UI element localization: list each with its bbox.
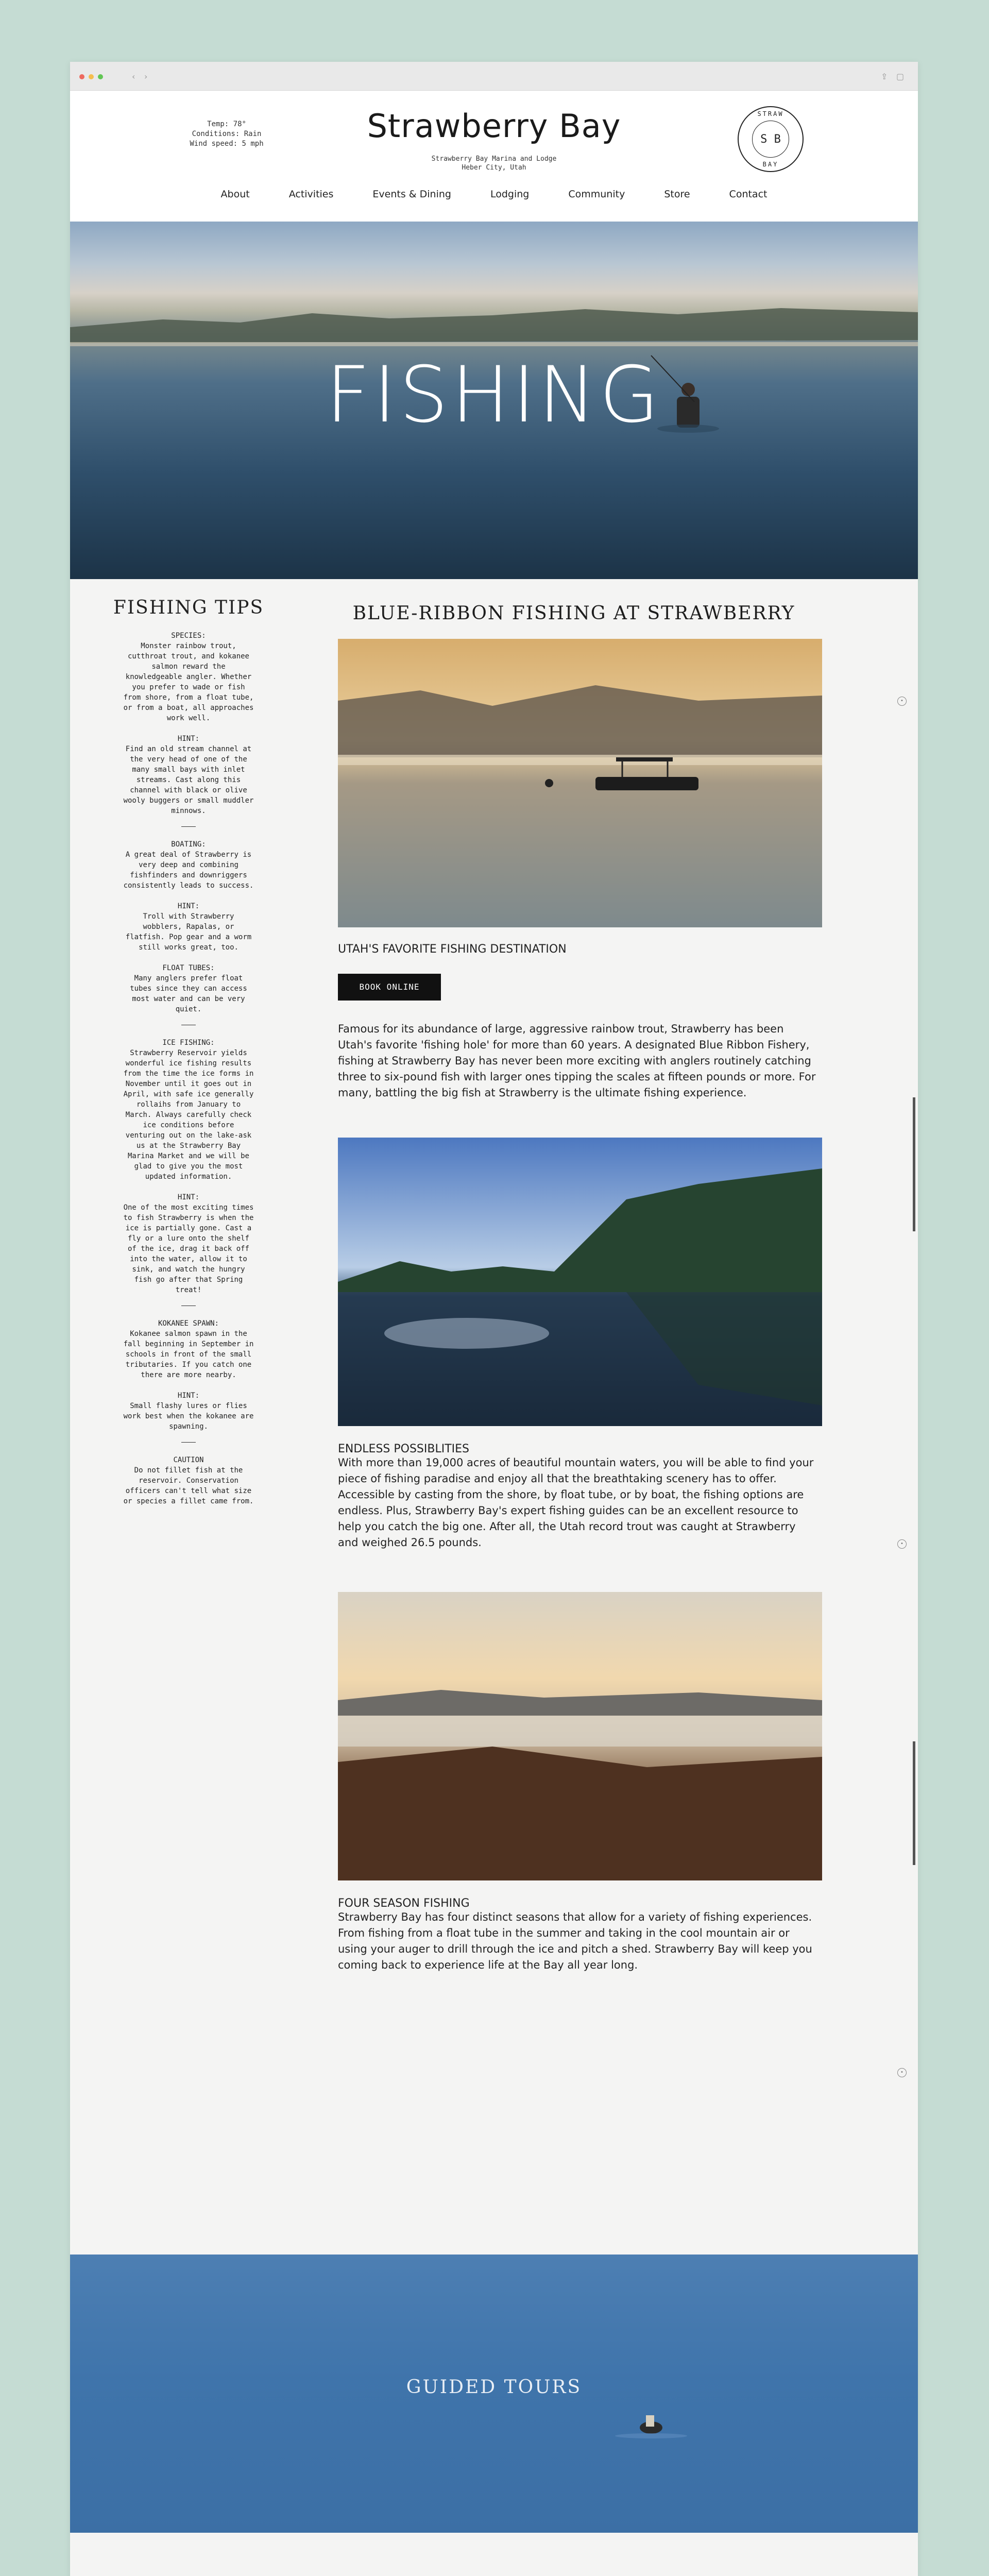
forward-arrow-icon[interactable]: ›: [144, 72, 148, 81]
tip-text: Many anglers prefer float tubes since they can access most water and can be very quiet.: [130, 974, 247, 1013]
tip-heading: HINT:: [177, 735, 200, 743]
forest-lake-photo: [338, 1138, 822, 1426]
tip-text: Troll with Strawberry wobblers, Rapalas, or flatfish. Pop gear and a worm still works great, too.: [125, 912, 252, 952]
tip-species: [122, 631, 255, 723]
tip-heading: HINT:: [177, 1392, 200, 1400]
back-arrow-icon[interactable]: ‹: [132, 72, 135, 81]
weather-conditions: Conditions: Rain: [192, 130, 262, 138]
browser-window: [70, 62, 918, 2576]
blue-ribbon-title: BLUE-RIBBON FISHING AT STRAWBERRY: [352, 603, 795, 624]
carousel-dot-icon[interactable]: •: [897, 697, 907, 706]
possibilities-text: With more than 19,000 acres of beautiful mountain waters, you will be able to find your piece of fishing paradise and enjoy all that the breathtaking scenery has to offer. Accessible by casting from the shore, by float tube, or by boat, the fishing options are endless. Plus, Strawberry Bay's expert fishing guides can be an excellent resource to help you catch the big one. After all, the Utah record trout was caught at Strawberry and weighed 26.5 pounds.: [338, 1456, 814, 1549]
four-season-text: Strawberry Bay has four distinct seasons that allow for a variety of fishing experiences. From fishing from a float tube in the summer and taking in the cool mountain air or using your auger to drill through the ice and pitch a shed. Strawberry Bay will keep you coming back to experience life at the Bay all year long.: [338, 1911, 812, 1971]
nav-contact[interactable]: Contact: [729, 189, 768, 200]
fishing-tips-column: [113, 597, 264, 1517]
seal-bottom-text: BAY: [762, 161, 779, 168]
tip-divider: [181, 1442, 196, 1443]
boat-on-lake-photo: [338, 639, 822, 927]
tip-text: A great deal of Strawberry is very deep and combining fishfinders and downriggers consistently leads to success.: [123, 851, 254, 890]
carousel-dot-icon[interactable]: •: [897, 1539, 907, 1549]
site-logo-title[interactable]: Strawberry Bay: [367, 107, 621, 145]
destination-text: Famous for its abundance of large, aggressive rainbow trout, Strawberry has been Utah's favorite 'fishing hole' for more than 60 years. A designated Blue Ribbon Fishery, fishing at Strawberry Bay has never been more exciting with anglers routinely catching three to six-pound fish with larger ones tipping the scales at fifteen pounds or more. For many, battling the big fish at Strawberry is the ultimate fishing experience.: [338, 1023, 816, 1099]
nav-activities[interactable]: Activities: [288, 189, 334, 200]
sunset-shore-photo: [338, 1592, 822, 1880]
scrollbar-thumb[interactable]: [913, 1741, 915, 1865]
tip-hint-1: [122, 734, 255, 816]
tip-text: Find an old stream channel at the very head of one of the many small bays with inlet streams. Cast along this channel with black or olive wooly buggers or small muddler minnows.: [123, 745, 254, 815]
tip-heading: HINT:: [177, 1193, 200, 1201]
tip-heading: SPECIES:: [171, 632, 206, 640]
tip-ice-fishing: [122, 1038, 255, 1182]
tip-hint-3: [122, 1192, 255, 1295]
tip-hint-2: [122, 901, 255, 953]
tip-heading: FLOAT TUBES:: [162, 964, 215, 972]
tip-text: Monster rainbow trout, cutthroat trout, and kokanee salmon reward the knowledgeable angler. Whether you prefer to wade or fish from shore, from a float tube, or from a boat, all approaches work well.: [123, 642, 254, 722]
guided-tours-banner: [70, 2255, 918, 2533]
weather-temp: Temp: 78°: [207, 120, 246, 128]
tip-kokanee-spawn: [122, 1318, 255, 1380]
main-navigation: [70, 189, 918, 200]
carousel-dot-icon[interactable]: •: [897, 2068, 907, 2077]
four-season-heading: FOUR SEASON FISHING: [338, 1897, 470, 1910]
tip-text: Kokanee salmon spawn in the fall beginning in September in schools in front of the small tributaries. If you catch one there are more nearby.: [123, 1330, 254, 1379]
seal-monogram: S B: [752, 121, 789, 158]
share-icon[interactable]: ⇪: [881, 72, 888, 81]
nav-lodging[interactable]: Lodging: [490, 189, 530, 200]
tip-text: Strawberry Reservoir yields wonderful ice fishing results from the time the ice forms in November until it goes out in April, with safe ice generally rollaihs from January to March. Always carefully check ice conditions before venturing out on the lake-ask us at the Strawberry Bay Marina Market and we will be glad to give you the most updated information.: [123, 1049, 254, 1181]
tip-divider: [181, 826, 196, 827]
logo-subtitle-line-2: Heber City, Utah: [462, 164, 526, 172]
nav-community[interactable]: Community: [568, 189, 625, 200]
logo-subtitle-line-1: Strawberry Bay Marina and Lodge: [431, 155, 557, 163]
tip-boating: [122, 839, 255, 891]
tip-text: Small flashy lures or flies work best when the kokanee are spawning.: [123, 1402, 254, 1431]
seal-top-text: STRAW: [757, 110, 784, 117]
browser-chrome: [70, 62, 918, 91]
fishing-tips-title: FISHING TIPS: [113, 597, 264, 618]
destination-heading: UTAH'S FAVORITE FISHING DESTINATION: [338, 943, 567, 956]
tip-heading: HINT:: [177, 902, 200, 910]
strawberry-bay-seal: [738, 106, 804, 172]
site-header: [70, 91, 918, 222]
tip-caution: [122, 1455, 255, 1506]
tip-float-tubes: [122, 963, 255, 1014]
scrollbar-thumb[interactable]: [913, 1097, 915, 1231]
possibilities-heading: ENDLESS POSSIBLITIES: [338, 1443, 470, 1455]
weather-wind: Wind speed: 5 mph: [190, 140, 264, 148]
hero-banner: [70, 222, 918, 579]
tip-hint-4: [122, 1391, 255, 1432]
nav-store[interactable]: Store: [664, 189, 690, 200]
tabs-icon[interactable]: ▢: [896, 72, 905, 81]
tip-heading: KOKANEE SPAWN:: [158, 1319, 219, 1328]
book-online-button[interactable]: BOOK ONLINE: [338, 974, 441, 1001]
nav-about[interactable]: About: [220, 189, 250, 200]
maximize-window-icon[interactable]: [98, 74, 103, 79]
hero-title: FISHING: [326, 350, 662, 440]
guided-tours-title: GUIDED TOURS: [406, 2377, 582, 2398]
close-window-icon[interactable]: [79, 74, 84, 79]
tip-text: One of the most exciting times to fish Strawberry is when the ice is partially gone. Cast a fly or a lure onto the shelf of the ice, drag it back off into the water, allow it to sink, and watch the hungry fish go after that Spring treat!: [123, 1204, 254, 1294]
tip-heading: BOATING:: [171, 840, 206, 849]
tip-heading: CAUTION: [173, 1456, 204, 1464]
nav-events-dining[interactable]: Events & Dining: [372, 189, 451, 200]
minimize-window-icon[interactable]: [89, 74, 94, 79]
tip-heading: ICE FISHING:: [162, 1039, 215, 1047]
tip-text: Do not fillet fish at the reservoir. Conservation officers can't tell what size or species a fillet came from.: [123, 1466, 254, 1505]
